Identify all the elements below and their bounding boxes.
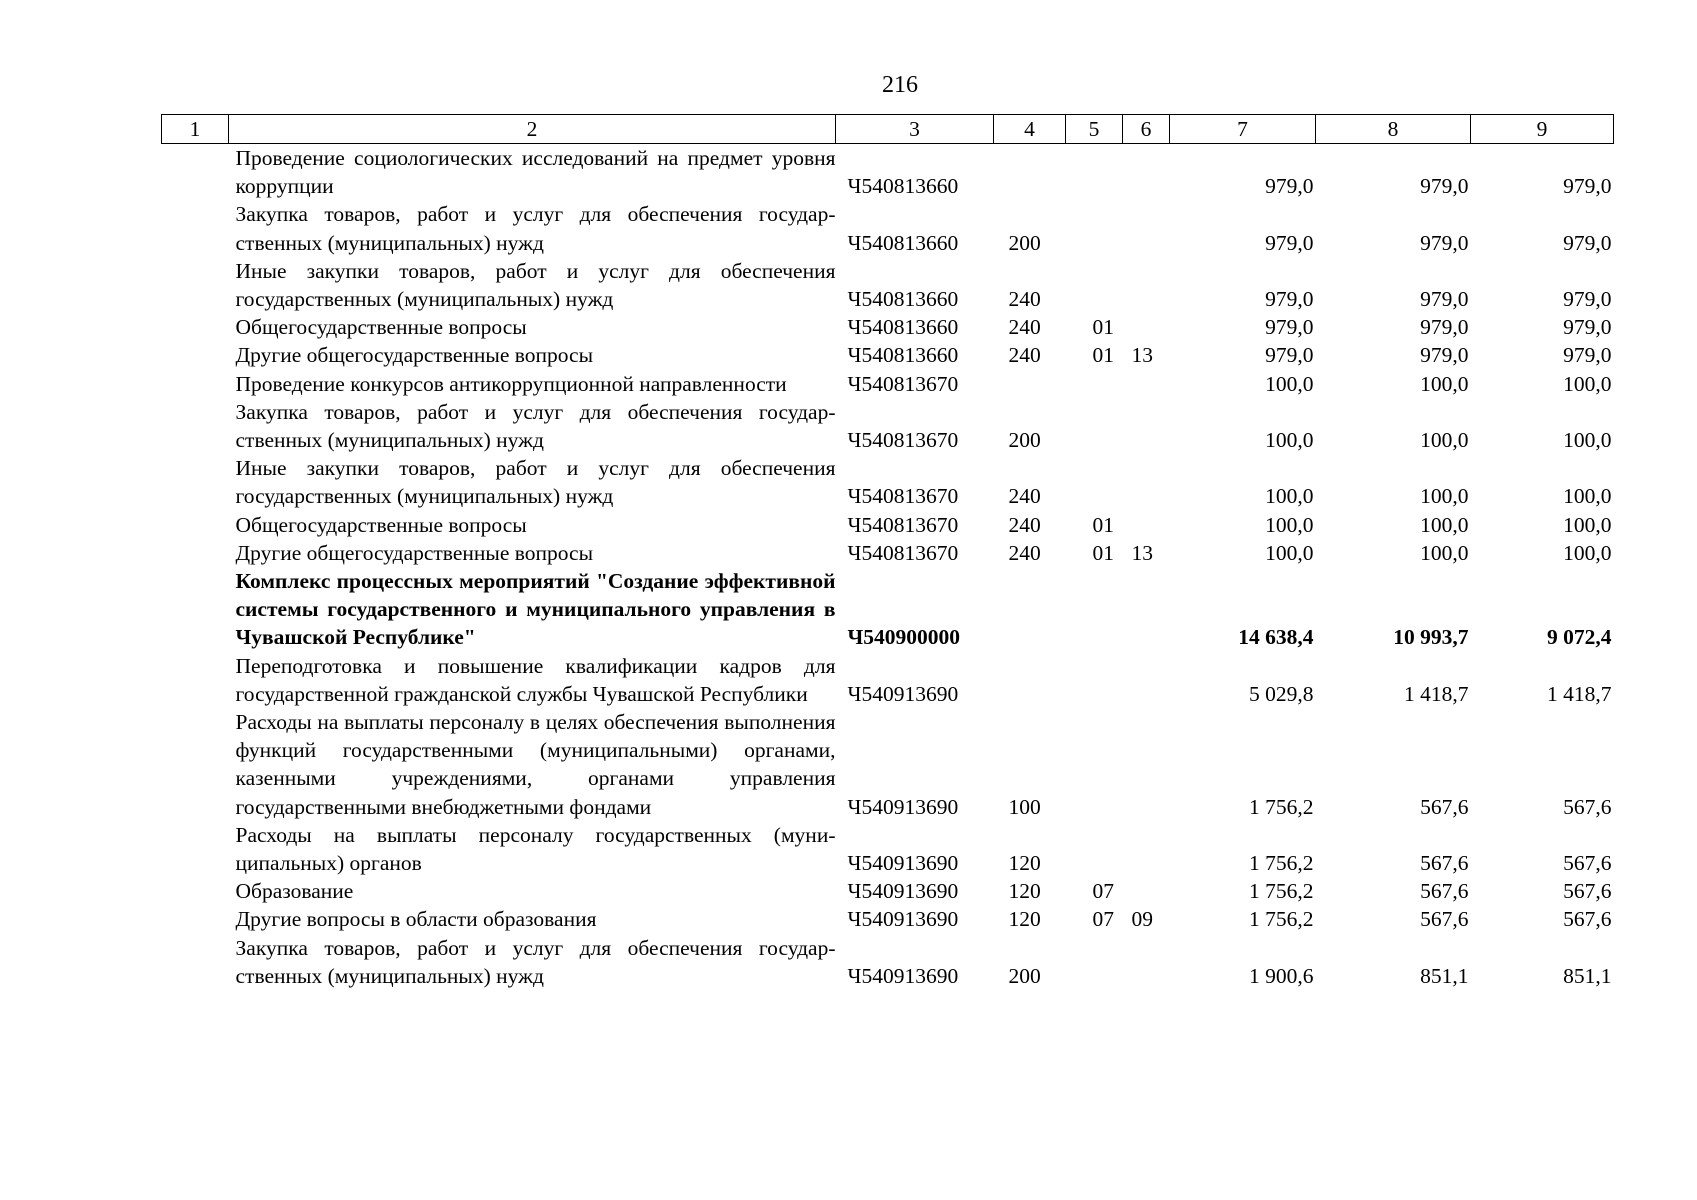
- row-name: Закупка товаров, работ и услуг для обеспечения государственных (муниципальных) нужд: [235, 399, 836, 453]
- row-amount-col7: 5 029,8: [1249, 681, 1314, 706]
- row-name: Иные закупки товаров, работ и услуг для обеспечения государственных (муниципальных) нужд: [235, 456, 836, 509]
- row-amount-col9: 100,0: [1563, 540, 1612, 565]
- row-section: [1066, 708, 1123, 821]
- row-amount-col7: 14 638,4: [1238, 625, 1314, 650]
- row-amount-col8: 1 418,7: [1404, 681, 1469, 706]
- col-header-6: 6: [1123, 115, 1170, 144]
- table-row: [162, 877, 1614, 905]
- row-blank-cell: [162, 454, 229, 510]
- row-code: Ч540813670: [847, 484, 959, 509]
- table-row: [162, 398, 1614, 454]
- row-amount-col8: 100,0: [1420, 512, 1469, 537]
- row-blank-cell: [162, 708, 229, 821]
- row-name: Расходы на выплаты персоналу в целях обеспечения выполнения функций государственными (муниципальными) органами, казенными учреждениями, органами управления государственными внебюджетными фондами: [235, 710, 836, 819]
- table-row: [162, 370, 1614, 398]
- table-row: [162, 144, 1614, 201]
- row-code: Ч540913690: [847, 794, 959, 819]
- row-amount-col8: 851,1: [1420, 963, 1469, 988]
- row-code: Ч540913690: [847, 681, 959, 706]
- row-amount-col7: 100,0: [1265, 540, 1314, 565]
- row-expense-type: 240: [1008, 484, 1041, 509]
- col-header-3: 3: [836, 115, 994, 144]
- row-name: Другие вопросы в области образования: [235, 907, 597, 932]
- row-subsection: [1123, 652, 1170, 708]
- row-section: 07: [1092, 907, 1114, 932]
- row-subsection: [1123, 200, 1170, 256]
- row-blank-cell: [162, 652, 229, 708]
- row-blank-cell: [162, 398, 229, 454]
- row-code: Ч540813660: [847, 315, 959, 340]
- row-subsection: [1123, 511, 1170, 539]
- table-row: [162, 821, 1614, 877]
- row-subsection: [1123, 370, 1170, 398]
- row-amount-col8: 979,0: [1420, 230, 1469, 255]
- row-name: Комплекс процессных мероприятий "Создание эффективной системы государственного и муниципального управления в Чувашской Республике": [235, 569, 836, 650]
- row-code: Ч540913690: [847, 907, 959, 932]
- col-header-7: 7: [1170, 115, 1316, 144]
- row-subsection: [1123, 454, 1170, 510]
- row-amount-col7: 100,0: [1265, 484, 1314, 509]
- row-expense-type: [994, 567, 1066, 652]
- row-amount-col9: 1 418,7: [1547, 681, 1612, 706]
- col-header-2: 2: [229, 115, 836, 144]
- row-amount-col8: 100,0: [1420, 428, 1469, 453]
- row-subsection: [1123, 934, 1170, 990]
- row-expense-type: 240: [1008, 287, 1041, 312]
- row-amount-col9: 567,6: [1563, 794, 1612, 819]
- row-name: Расходы на выплаты персоналу государственных (муниципальных) органов: [235, 822, 836, 876]
- row-section: 01: [1092, 540, 1114, 565]
- row-subsection: [1123, 821, 1170, 877]
- row-name: Закупка товаров, работ и услуг для обеспечения государственных (муниципальных) нужд: [235, 935, 836, 988]
- table-row: [162, 454, 1614, 510]
- row-amount-col9: 979,0: [1563, 315, 1612, 340]
- row-amount-col9: 979,0: [1563, 343, 1612, 368]
- row-expense-type: [994, 652, 1066, 708]
- table-row: [162, 313, 1614, 341]
- row-blank-cell: [162, 144, 229, 201]
- row-amount-col8: 100,0: [1420, 540, 1469, 565]
- table-row: [162, 708, 1614, 821]
- row-amount-col9: 100,0: [1563, 512, 1612, 537]
- row-amount-col7: 979,0: [1265, 343, 1314, 368]
- col-header-5: 5: [1066, 115, 1123, 144]
- row-blank-cell: [162, 539, 229, 567]
- row-amount-col9: 9 072,4: [1547, 625, 1612, 650]
- row-amount-col8: 10 993,7: [1393, 625, 1469, 650]
- row-subsection: 13: [1131, 540, 1153, 565]
- row-section: [1066, 567, 1123, 652]
- row-section: 01: [1092, 343, 1114, 368]
- row-name: Другие общегосударственные вопросы: [235, 540, 594, 565]
- row-amount-col9: 979,0: [1563, 230, 1612, 255]
- row-expense-type: [994, 370, 1066, 398]
- row-name: Закупка товаров, работ и услуг для обеспечения государственных (муниципальных) нужд: [235, 202, 836, 255]
- row-code: Ч540813660: [847, 343, 959, 368]
- table-row: [162, 934, 1614, 990]
- table-row: [162, 341, 1614, 369]
- row-amount-col8: 979,0: [1420, 174, 1469, 199]
- row-amount-col7: 1 756,2: [1249, 851, 1314, 876]
- row-subsection: [1123, 567, 1170, 652]
- row-subsection: 13: [1131, 343, 1153, 368]
- row-blank-cell: [162, 257, 229, 313]
- row-expense-type: 120: [1008, 879, 1041, 904]
- row-code: Ч540813670: [847, 512, 959, 537]
- row-amount-col7: 979,0: [1265, 287, 1314, 312]
- row-section: [1066, 257, 1123, 313]
- row-name: Другие общегосударственные вопросы: [235, 343, 594, 368]
- row-amount-col9: 100,0: [1563, 428, 1612, 453]
- row-expense-type: 100: [1008, 794, 1041, 819]
- row-code: Ч540913690: [847, 879, 959, 904]
- col-header-1: 1: [162, 115, 229, 144]
- row-amount-col7: 1 756,2: [1249, 879, 1314, 904]
- row-section: [1066, 144, 1123, 201]
- row-name: Общегосударственные вопросы: [235, 315, 527, 340]
- row-subsection: [1123, 877, 1170, 905]
- col-header-8: 8: [1316, 115, 1471, 144]
- row-expense-type: 240: [1008, 343, 1041, 368]
- row-amount-col7: 1 756,2: [1249, 907, 1314, 932]
- row-name: Проведение социологических исследований на предмет уровня коррупции: [235, 146, 836, 199]
- row-amount-col7: 979,0: [1265, 315, 1314, 340]
- table-row: [162, 567, 1614, 652]
- row-name: Проведение конкурсов антикоррупционной направленности: [235, 371, 787, 396]
- row-subsection: [1123, 313, 1170, 341]
- row-section: [1066, 370, 1123, 398]
- row-subsection: [1123, 144, 1170, 201]
- row-amount-col8: 979,0: [1420, 287, 1469, 312]
- row-section: 01: [1092, 512, 1114, 537]
- budget-table: [161, 114, 1614, 990]
- row-section: [1066, 200, 1123, 256]
- table-row: [162, 511, 1614, 539]
- column-number-header: [162, 115, 1614, 144]
- row-section: 01: [1092, 315, 1114, 340]
- row-amount-col8: 567,6: [1420, 907, 1469, 932]
- row-blank-cell: [162, 313, 229, 341]
- row-amount-col7: 100,0: [1265, 428, 1314, 453]
- row-section: [1066, 821, 1123, 877]
- row-amount-col8: 100,0: [1420, 371, 1469, 396]
- row-subsection: [1123, 708, 1170, 821]
- row-name: Общегосударственные вопросы: [235, 512, 527, 537]
- row-blank-cell: [162, 200, 229, 256]
- row-amount-col7: 1 756,2: [1249, 794, 1314, 819]
- row-subsection: 09: [1131, 907, 1153, 932]
- row-amount-col9: 979,0: [1563, 174, 1612, 199]
- row-blank-cell: [162, 905, 229, 933]
- row-section: 07: [1092, 879, 1114, 904]
- row-amount-col8: 100,0: [1420, 484, 1469, 509]
- row-amount-col9: 851,1: [1563, 963, 1612, 988]
- row-expense-type: [994, 144, 1066, 201]
- col-header-9: 9: [1471, 115, 1614, 144]
- table-body: [162, 144, 1614, 991]
- row-amount-col8: 979,0: [1420, 343, 1469, 368]
- row-section: [1066, 934, 1123, 990]
- row-blank-cell: [162, 511, 229, 539]
- row-expense-type: 200: [1008, 230, 1041, 255]
- row-code: Ч540813670: [847, 540, 959, 565]
- row-amount-col8: 567,6: [1420, 794, 1469, 819]
- row-section: [1066, 652, 1123, 708]
- row-amount-col9: 100,0: [1563, 371, 1612, 396]
- row-code: Ч540813670: [847, 428, 959, 453]
- row-name: Иные закупки товаров, работ и услуг для обеспечения государственных (муниципальных) нужд: [235, 258, 836, 312]
- row-code: Ч540813660: [847, 230, 959, 255]
- row-code: Ч540900000: [847, 625, 961, 650]
- table-row: [162, 905, 1614, 933]
- row-amount-col9: 979,0: [1563, 287, 1612, 312]
- row-section: [1066, 398, 1123, 454]
- row-blank-cell: [162, 877, 229, 905]
- row-expense-type: 240: [1008, 512, 1041, 537]
- row-expense-type: 200: [1008, 428, 1041, 453]
- row-blank-cell: [162, 934, 229, 990]
- row-name: Переподготовка и повышение квалификации кадров для государственной гражданской службы Чувашской Республики: [235, 653, 836, 706]
- table-row: [162, 200, 1614, 256]
- row-amount-col9: 567,6: [1563, 907, 1612, 932]
- table-row: [162, 257, 1614, 313]
- row-blank-cell: [162, 341, 229, 369]
- row-expense-type: 120: [1008, 851, 1041, 876]
- row-expense-type: 200: [1008, 963, 1041, 988]
- row-expense-type: 120: [1008, 907, 1041, 932]
- row-amount-col8: 567,6: [1420, 879, 1469, 904]
- row-amount-col9: 567,6: [1563, 879, 1612, 904]
- row-expense-type: 240: [1008, 540, 1041, 565]
- page-number: 216: [882, 72, 918, 98]
- row-amount-col9: 100,0: [1563, 484, 1612, 509]
- row-amount-col7: 979,0: [1265, 174, 1314, 199]
- table-row: [162, 539, 1614, 567]
- row-subsection: [1123, 257, 1170, 313]
- row-amount-col7: 1 900,6: [1249, 963, 1314, 988]
- col-header-4: 4: [994, 115, 1066, 144]
- row-amount-col7: 979,0: [1265, 230, 1314, 255]
- row-amount-col9: 567,6: [1563, 851, 1612, 876]
- row-amount-col7: 100,0: [1265, 371, 1314, 396]
- row-code: Ч540913690: [847, 851, 959, 876]
- row-code: Ч540913690: [847, 963, 959, 988]
- row-blank-cell: [162, 567, 229, 652]
- row-amount-col8: 979,0: [1420, 315, 1469, 340]
- row-amount-col8: 567,6: [1420, 851, 1469, 876]
- row-code: Ч540813670: [847, 371, 959, 396]
- row-expense-type: 240: [1008, 315, 1041, 340]
- row-amount-col7: 100,0: [1265, 512, 1314, 537]
- row-section: [1066, 454, 1123, 510]
- row-blank-cell: [162, 821, 229, 877]
- row-code: Ч540813660: [847, 174, 959, 199]
- row-code: Ч540813660: [847, 287, 959, 312]
- row-subsection: [1123, 398, 1170, 454]
- row-blank-cell: [162, 370, 229, 398]
- table-row: [162, 652, 1614, 708]
- row-name: Образование: [235, 879, 354, 904]
